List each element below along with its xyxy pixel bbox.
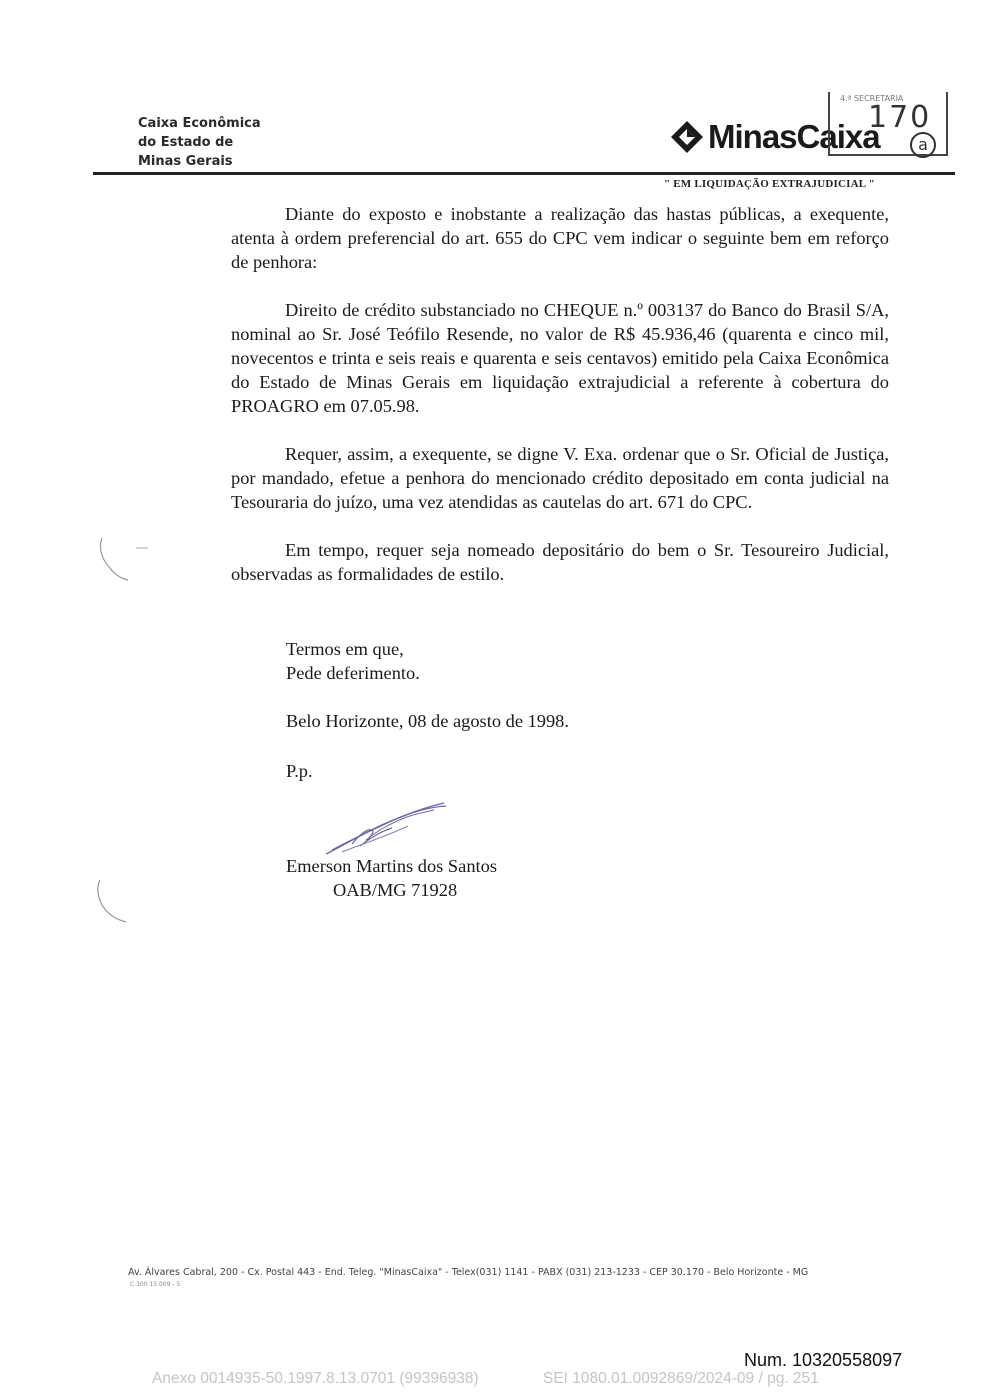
closing-line-1: Termos em que,: [286, 639, 404, 659]
signer-name: Emerson Martins dos Santos: [286, 856, 497, 876]
handwritten-signature: [322, 800, 452, 860]
form-code: C.300 15.009 - 5: [130, 1281, 181, 1288]
paragraph-4: Em tempo, requer seja nomeado depositário do bem o Sr. Tesoureiro Judicial, observadas as formalidades de estilo.: [231, 540, 889, 584]
stamp-label: 4.ª SECRETARIA: [840, 94, 904, 103]
header-divider: [93, 172, 955, 175]
signer-oab-registration: OAB/MG 71928: [333, 880, 458, 900]
liquidation-note: " EM LIQUIDAÇÃO EXTRAJUDICIAL ": [664, 178, 875, 190]
sei-reference: SEI 1080.01.0092869/2024-09 / pg. 251: [543, 1370, 819, 1387]
margin-bracket-mark: [92, 872, 142, 926]
logo-text: MinasCaixa: [708, 118, 880, 155]
place-and-date: Belo Horizonte, 08 de agosto de 1998.: [286, 711, 569, 731]
page-number-stamp: [828, 92, 948, 156]
org-name-line-3: Minas Gerais: [138, 154, 233, 169]
paragraph-2: Direito de crédito substanciado no CHEQUE n.º 003137 do Banco do Brasil S/A, nominal ao Sr. José Teófilo Resende, no valor de R$ 45.936,46 (quarenta e cinco mil, novecentos e trinta e seis reais e quarenta e seis centavos) emitido pela Caixa Econômica do Estado de Minas Gerais em liquidação extrajudicial a referente à cobertura do PROAGRO em 07.05.98.: [231, 300, 889, 416]
stamp-page-number: 170: [868, 100, 932, 135]
paragraph-1: Diante do exposto e inobstante a realização das hastas públicas, a exequente, atenta à ordem preferencial do art. 655 do CPC vem indicar o seguinte bem em reforço de penhora:: [231, 204, 889, 272]
footer-address: Av. Álvares Cabral, 200 - Cx. Postal 443 - End. Teleg. "MinasCaixa" - Telex(031) 1141 - PABX (031) 213-1233 - CEP 30.170 - Belo Horizonte - MG: [128, 1267, 809, 1278]
letter-body: [231, 202, 889, 610]
document-number: Num. 10320558097: [744, 1350, 903, 1370]
annex-reference: Anexo 0014935-50.1997.8.13.0701 (99396938): [152, 1370, 479, 1387]
paragraph-3: Requer, assim, a exequente, se digne V. Exa. ordenar que o Sr. Oficial de Justiça, por mandado, efetue a penhora do mencionado crédito depositado em conta judicial na Tesouraria do juízo, uma vez atendidas as cautelas do art. 671 do CPC.: [231, 444, 889, 512]
logo-mark-icon: [670, 120, 704, 154]
organization-name: [138, 114, 261, 171]
org-name-line-1: Caixa Econômica: [138, 116, 261, 131]
closing-line-2: Pede deferimento.: [286, 663, 420, 683]
per-procurationem: P.p.: [286, 761, 313, 781]
margin-bracket-mark: [92, 528, 152, 584]
org-name-line-2: do Estado de: [138, 135, 234, 150]
stamp-sub-mark: a: [910, 132, 936, 158]
